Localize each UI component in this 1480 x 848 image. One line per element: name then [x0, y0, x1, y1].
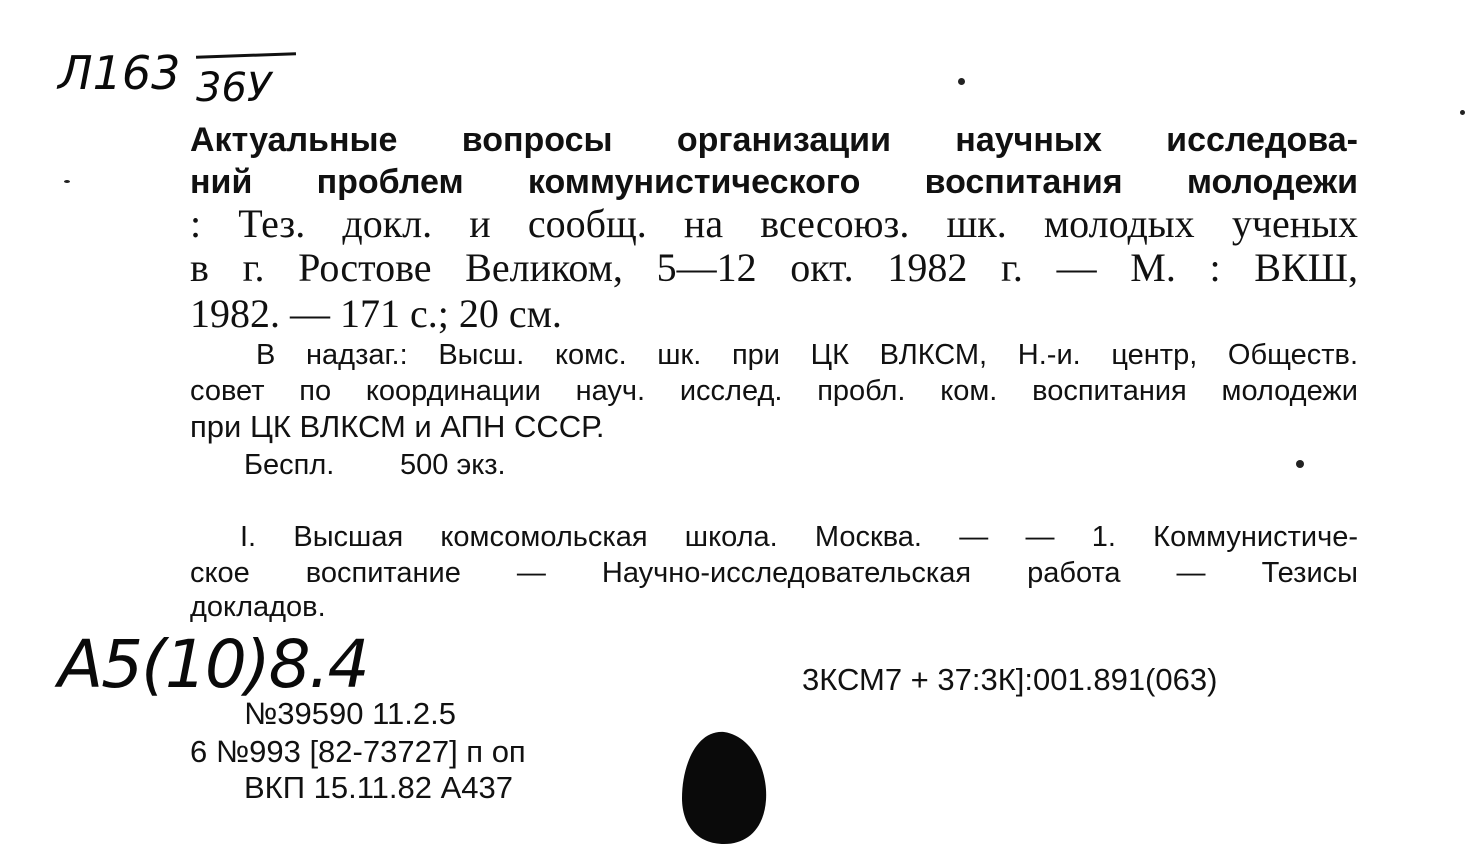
handwritten-call-number: Л163	[58, 46, 181, 100]
subject-line-2: ское воспитание — Научно-исследовательская работа — Тезисы	[190, 557, 1358, 589]
title-line-2: ний проблем коммунистического воспитания молодежи	[190, 163, 1358, 201]
handwritten-overline	[196, 52, 296, 58]
scan-speck	[1460, 110, 1465, 115]
punch-hole-blot	[678, 730, 770, 846]
subject-line-3: докладов.	[190, 591, 326, 623]
copies-text: 500 экз.	[400, 449, 506, 481]
handwritten-shelf-mark: 36У	[196, 65, 272, 111]
title-line-5: 1982. — 171 с.; 20 см.	[190, 291, 562, 336]
title-line-3: : Тез. докл. и сообщ. на всесоюз. шк. молодых ученых	[190, 201, 1358, 246]
note-line-1: В надзаг.: Высш. комс. шк. при ЦК ВЛКСМ, Н.-и. центр, Обществ.	[256, 339, 1358, 371]
title-line-1: Актуальные вопросы организации научных исследова-	[190, 121, 1358, 159]
price-text: Беспл.	[244, 449, 335, 481]
scan-speck	[1296, 460, 1304, 468]
record-number: №39590 11.2.5	[244, 696, 456, 731]
note-line-2: совет по координации науч. исслед. пробл. ком. воспитания молодежи	[190, 375, 1358, 407]
title-line-4: в г. Ростове Великом, 5—12 окт. 1982 г. — М. : ВКШ,	[190, 245, 1358, 290]
printer-line: ВКП 15.11.82 А437	[244, 770, 514, 805]
udc-index: 3КСМ7 + 37:3К]:001.891(063)	[802, 662, 1218, 697]
scan-speck	[958, 78, 965, 85]
subject-line-1: I. Высшая комсомольская школа. Москва. — — 1. Коммунистиче-	[240, 521, 1358, 553]
order-line: 6 №993 [82-73727] п оп	[190, 734, 526, 769]
handwritten-classification: А5(10)8.4	[58, 626, 368, 703]
scan-speck	[64, 180, 70, 183]
note-line-3: при ЦК ВЛКСМ и АПН СССР.	[190, 409, 605, 444]
